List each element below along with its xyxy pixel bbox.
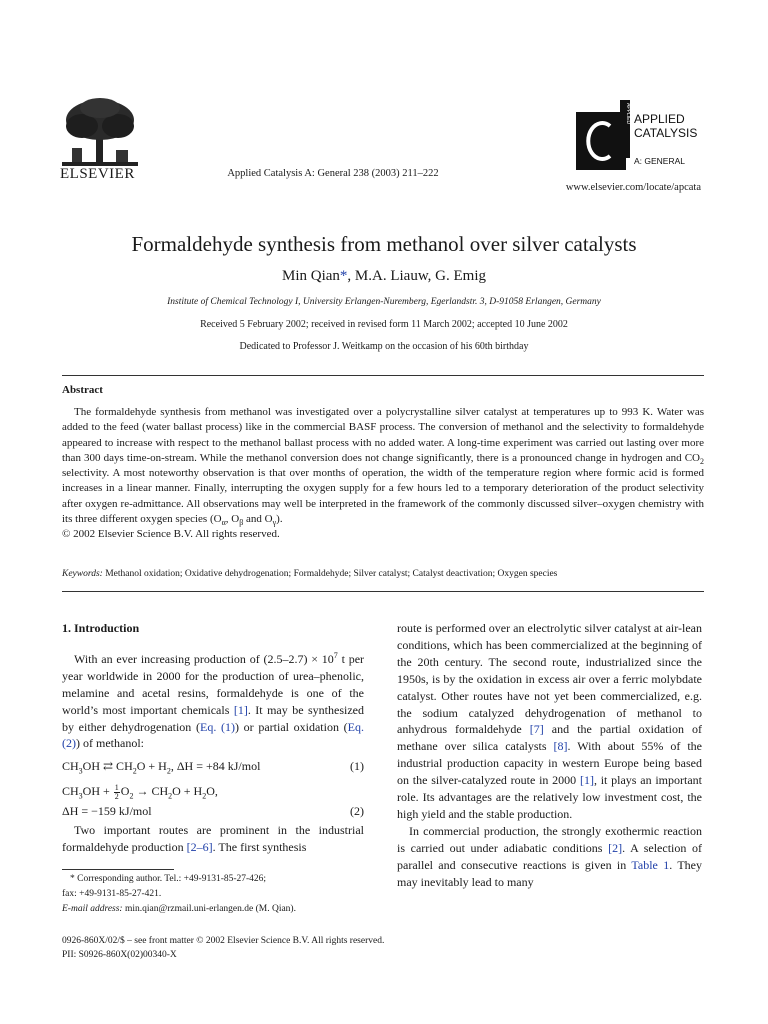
author-email[interactable]: min.qian@rzmail.uni-erlangen.de (M. Qian). — [122, 904, 296, 914]
intro-paragraph-3: route is performed over an electrolytic silver catalyst at air-lean conditions, which has been commercialized at the beginning of the 20th century. The second route, industrialized since the 1950s, is by the oxidation in excess air over a ferric molybdate catalyst. Other routes have not yet been commercialized, e.g. the sodium catalyzed dehydrogenation of methanol to anhydrous formaldehyde [7] and the partial oxidation of methane over silica catalysts [8]. With about 55% of the industrial production capacity in western Europe being based on the silver-catalyzed route in 2000 [1], it plays an important role. Its advantages are the relatively low investment cost, the high yield and the stable production. — [397, 621, 702, 821]
table-1-link[interactable]: Table 1 — [631, 857, 670, 872]
eq2-link[interactable]: Eq. (2) — [62, 719, 364, 751]
corresponding-author-link[interactable]: * — [339, 268, 348, 284]
article-title: Formaldehyde synthesis from methanol over silver catalysts — [131, 232, 637, 256]
journal-reference: Applied Catalysis A: General 238 (2003) 211–222 — [227, 168, 439, 179]
ref-link-2b[interactable]: [2] — [608, 840, 623, 855]
equation-1: $CH_3OH$ ⇄ $CH_2O + H_2$, ΔH = +84 kJ/mol (1) — [62, 759, 364, 776]
dedication: Dedicated to Professor J. Weitkamp on the occasion of his 60th birthday — [239, 341, 529, 352]
ref-link-1b[interactable]: [1] — [579, 773, 594, 788]
section-heading-introduction: 1. Introduction — [62, 621, 140, 635]
abstract-heading: Abstract — [62, 384, 103, 396]
authors — [0, 268, 768, 285]
applied-catalysis-logo — [576, 100, 706, 170]
publisher-name: ELSEVIER — [60, 166, 135, 182]
ref-link-8[interactable]: [8] — [553, 739, 568, 754]
abstract-bottom-divider — [62, 591, 704, 592]
left-column — [62, 620, 364, 856]
top-divider — [62, 375, 704, 376]
right-column — [397, 620, 702, 891]
abstract-body: The formaldehyde synthesis from methanol was investigated over a polycrystalline silver catalyst at temperatures up to 993 K. Water was added to the feed (water ballast process) like in the commercial BASF process. The conversion of methanol and the selectivity to formaldehyde appeared to increase with respect to the methanol ballast process with no added water. A long-time experiment was carried out lasting over more than 300 days time-on-stream. While the methanol conversion does not change significantly, there is a pronounced change in hydrogen and $CO_2$ selectivity. A most noteworthy observation is that over months of operation, the width of the temperature region where formic acid is formed increases in a linear manner. Finally, interrupting the oxygen supply for a few hours led to a temporary deterioration of the product selectivity after oxygen re-admittance. All observations may well be interpreted in the framework of the commonly discussed silver–oxygen chemistry with its three different oxygen species ($O_\alpha$, $O_\beta$ and $O_\gamma$). © 2002 Elsevier Science B.V. All rights reserved. — [62, 405, 704, 543]
equation-2: $CH_3OH$ + $\frac{1}{2}$ $O_2 \to CH_2O + H_2O$, — [62, 783, 218, 801]
journal-logo-line1: APPLIED — [634, 112, 685, 126]
journal-logo-line2: CATALYSIS — [634, 126, 698, 140]
journal-url[interactable]: www.elsevier.com/locate/apcata — [565, 182, 701, 193]
received-dates: Received 5 February 2002; received in revised form 11 March 2002; accepted 10 June 2002 — [200, 319, 568, 330]
page-footer: 0926-860X/02/$ – see front matter © 2002 Elsevier Science B.V. All rights reserved. PII: S0926-860X(02)00340-X — [62, 936, 385, 960]
equation-2-number: (2) — [350, 804, 364, 818]
ref-link-7[interactable]: [7] — [529, 722, 544, 737]
eq1-link[interactable]: Eq. (1) — [199, 719, 235, 734]
author-name: Min Qian — [281, 268, 340, 284]
ref-link-1[interactable]: [1] — [233, 702, 248, 717]
equation-1-number: (1) — [350, 759, 364, 774]
abstract-copyright: © 2002 Elsevier Science B.V. All rights reserved. — [62, 528, 280, 541]
other-authors: , M.A. Liauw, G. Emig — [347, 268, 487, 284]
equation-2-enthalpy: ΔH = −159 kJ/mol (2) — [62, 804, 364, 818]
elsevier-tree-logo — [58, 96, 142, 168]
intro-paragraph-2: Two important routes are prominent in the industrial formaldehyde production [2–6]. The first synthesis — [62, 822, 364, 854]
ref-link-2-6[interactable]: [2–6] — [186, 839, 213, 854]
affiliation: Institute of Chemical Technology I, University Erlangen-Nuremberg, Egerlandstr. 3, D-91058 Erlangen, Germany — [167, 297, 601, 307]
keywords: Keywords: Methanol oxidation; Oxidative dehydrogenation; Formaldehyde; Silver catalyst; Catalyst deactivation; Oxygen species — [62, 569, 558, 579]
journal-logo-line3: A: GENERAL — [634, 156, 686, 166]
footnote: * Corresponding author. Tel.: +49-9131-85-27-426; fax: +49-9131-85-27-421. E-mail address: min.qian@rzmail.uni-erlangen.de (M. Qian). — [62, 874, 296, 914]
journal-logo-vertical-text: APPLIED — [625, 103, 631, 125]
footnote-divider — [62, 869, 174, 870]
intro-paragraph-1: With an ever increasing production of $(2.5-2.7) \times 10^7$ t per year worldwide in 2000 for the production of urea–phenolic, melamine and acetal resins, formaldehyde is one of the world’s most important chemicals [1]. It may be synthesized by either dehydrogenation (Eq. (1)) or partial oxidation (Eq. (2)) of methanol: — [62, 650, 365, 751]
intro-paragraph-4: In commercial production, the strongly exothermic reaction is carried out under adiabatic conditions [2]. A selection of parallel and consecutive reactions is given in Table 1. They may inevitably lead to many — [397, 823, 702, 889]
